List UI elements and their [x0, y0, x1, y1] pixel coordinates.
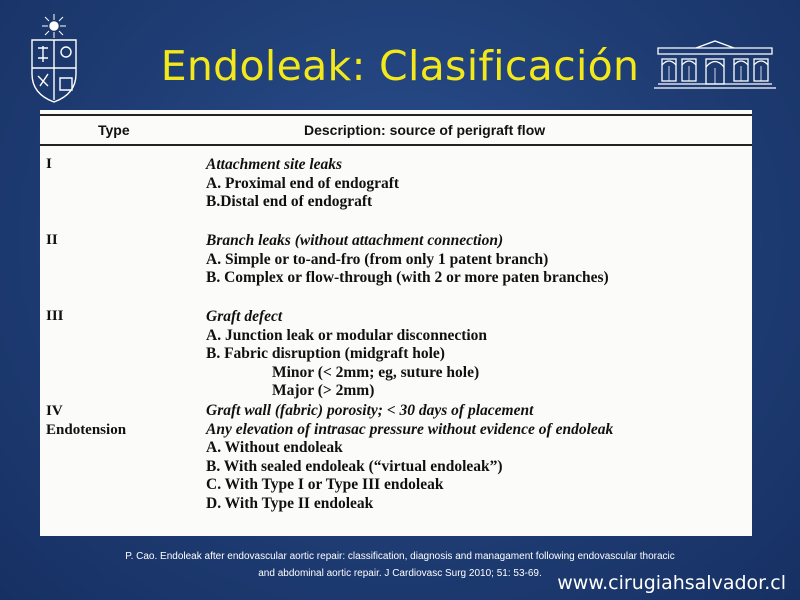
- row-type: II: [46, 232, 58, 248]
- row-line: A. Proximal end of endograft: [206, 174, 400, 192]
- row-heading: Any elevation of intrasac pressure without evidence of endoleak: [206, 420, 614, 438]
- row-heading: Graft defect: [206, 308, 283, 325]
- row-line: B. Complex or flow-through (with 2 or more paten branches): [206, 269, 609, 286]
- row-description: [206, 232, 746, 288]
- row-description: [206, 308, 746, 401]
- row-line: A. Simple or to-and-fro (from only 1 patent branch): [206, 250, 549, 268]
- row-type-endotension: Endotension: [46, 421, 127, 438]
- row-type-numeral: IV: [46, 403, 63, 419]
- row-type: [46, 402, 126, 439]
- row-subline: Major (> 2mm): [272, 382, 375, 399]
- building-facade-icon: [650, 40, 780, 92]
- table-header-rule: [40, 144, 752, 146]
- classification-table: [40, 110, 752, 536]
- slide-title: Endoleak: Clasificación: [160, 42, 640, 90]
- row-type: I: [46, 156, 52, 172]
- row-subline: Minor (< 2mm; eg, suture hole): [272, 363, 480, 381]
- citation-line: P. Cao. Endoleak after endovascular aortic repair: classification, diagnosis and managament following endovascular thoracic: [125, 551, 675, 562]
- header-type: Type: [98, 122, 130, 138]
- row-line: B. Fabric disruption (midgraft hole): [206, 345, 445, 362]
- row-line: B. With sealed endoleak (“virtual endoleak”): [206, 457, 503, 475]
- row-description: [206, 402, 746, 513]
- row-line: B.Distal end of endograft: [206, 193, 373, 210]
- row-line: A. Junction leak or modular disconnection: [206, 326, 488, 344]
- website-url: www.cirugiahsalvador.cl: [557, 572, 786, 594]
- row-heading: Branch leaks (without attachment connection): [206, 232, 504, 249]
- row-line: A. Without endoleak: [206, 439, 343, 456]
- header-description: Description: source of perigraft flow: [304, 122, 546, 138]
- citation-line: and abdominal aortic repair. J Cardiovasc Surg 2010; 51: 53-69.: [258, 568, 542, 579]
- row-line: D. With Type II endoleak: [206, 494, 374, 512]
- row-line: C. With Type I or Type III endoleak: [206, 476, 444, 493]
- row-type: III: [46, 308, 64, 324]
- row-heading: Graft wall (fabric) porosity; < 30 days of placement: [206, 402, 534, 419]
- table-top-rule: [40, 114, 752, 116]
- row-description: [206, 156, 746, 212]
- row-heading: Attachment site leaks: [206, 156, 343, 173]
